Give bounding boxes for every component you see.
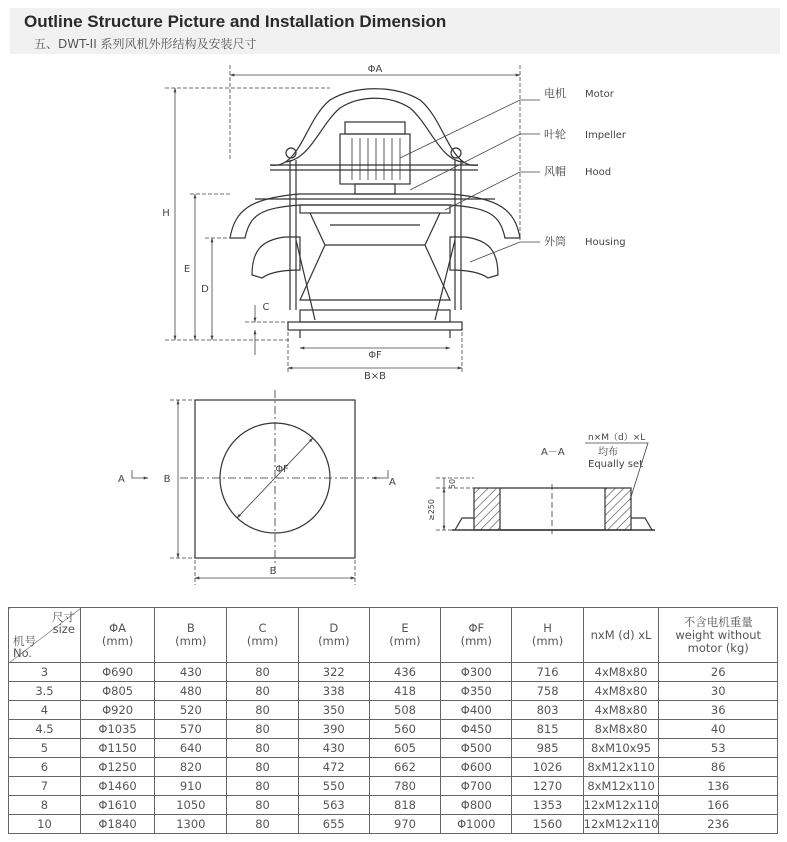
table-cell: 480 [155, 682, 227, 701]
table-row [9, 701, 778, 720]
table-cell: 550 [298, 777, 369, 796]
table-cell: 3 [9, 663, 81, 682]
table-cell: 4xM8x80 [583, 701, 659, 720]
dim-f-label: ΦF [368, 350, 382, 361]
table-cell: 820 [155, 758, 227, 777]
table-cell: 4.5 [9, 720, 81, 739]
page-title: Outline Structure Picture and Installation Dimension [24, 12, 447, 31]
dim-e-label: E [183, 264, 191, 275]
plan-view [180, 390, 380, 570]
table-cell: 40 [659, 720, 778, 739]
plan-dim-b-vertical: B [163, 474, 171, 485]
table-cell: 970 [369, 815, 440, 834]
table-cell: 80 [227, 739, 298, 758]
table-cell: Φ1610 [80, 796, 154, 815]
plan-dim-b-horizontal: B [269, 566, 277, 577]
header-a: ΦA (mm) [80, 608, 154, 663]
table-cell: 508 [369, 701, 440, 720]
dim-bxb-label: B×B [363, 371, 387, 382]
table-cell: 4xM8x80 [583, 663, 659, 682]
callout-hood-cn: 风帽 [544, 165, 566, 178]
table-row [9, 815, 778, 834]
table-cell: 86 [659, 758, 778, 777]
table-cell: 436 [369, 663, 440, 682]
bolt-spec-label: n×M（d）×L [588, 433, 646, 443]
table-row [9, 796, 778, 815]
section-dim-50: 50 [448, 478, 457, 490]
table-cell: 472 [298, 758, 369, 777]
curb-right [605, 488, 631, 530]
dim-a-label: ΦA [367, 64, 383, 75]
table-cell: Φ690 [80, 663, 154, 682]
table-cell: 80 [227, 701, 298, 720]
table-row [9, 758, 778, 777]
section-title: A－A [541, 447, 565, 458]
callout-motor-en: Motor [585, 89, 614, 100]
callout-housing-en: Housing [585, 237, 626, 248]
table-cell: 1026 [512, 758, 583, 777]
table-cell: 418 [369, 682, 440, 701]
table-cell: 655 [298, 815, 369, 834]
table-cell: Φ1460 [80, 777, 154, 796]
table-cell: 236 [659, 815, 778, 834]
curb-left [474, 488, 500, 530]
elevation-labels [162, 64, 627, 382]
motor-body [340, 134, 410, 184]
table-cell: 563 [298, 796, 369, 815]
table-cell: 1560 [512, 815, 583, 834]
header-d: D (mm) [298, 608, 369, 663]
callout-hood-en: Hood [585, 167, 612, 178]
table-cell: Φ1000 [441, 815, 512, 834]
table-cell: 10 [9, 815, 81, 834]
table-cell: 1300 [155, 815, 227, 834]
dim-d-label: D [201, 284, 209, 295]
plan-dimensions [132, 400, 388, 585]
table-cell: 1050 [155, 796, 227, 815]
table-cell: 430 [155, 663, 227, 682]
section-a-left-label: A [118, 474, 125, 485]
table-cell: 560 [369, 720, 440, 739]
dim-c-label: C [262, 302, 270, 313]
table-cell: Φ920 [80, 701, 154, 720]
table-cell: 80 [227, 815, 298, 834]
table-cell: 818 [369, 796, 440, 815]
table-cell: 322 [298, 663, 369, 682]
table-cell: 80 [227, 663, 298, 682]
table-cell: 815 [512, 720, 583, 739]
section-a-right-label: A [389, 477, 396, 488]
table-cell: Φ450 [441, 720, 512, 739]
housing-left [252, 237, 300, 278]
header-c: C (mm) [227, 608, 298, 663]
table-cell: Φ1035 [80, 720, 154, 739]
table-cell: 3.5 [9, 682, 81, 701]
table-cell: 30 [659, 682, 778, 701]
dimension-table [8, 607, 778, 834]
table-cell: Φ800 [441, 796, 512, 815]
table-cell: 780 [369, 777, 440, 796]
housing-right [450, 237, 498, 278]
table-cell: 4 [9, 701, 81, 720]
table-cell: 520 [155, 701, 227, 720]
callout-impeller-en: Impeller [585, 130, 627, 141]
table-cell: 6 [9, 758, 81, 777]
header-weight: 不含电机重量 weight without motor (kg) [659, 608, 778, 663]
table-row [9, 739, 778, 758]
table-cell: 430 [298, 739, 369, 758]
table-cell: 80 [227, 796, 298, 815]
header-bolts: nxM (d) xL [583, 608, 659, 663]
table-cell: 26 [659, 663, 778, 682]
housing-cone [300, 245, 450, 300]
table-cell: 570 [155, 720, 227, 739]
table-cell: 605 [369, 739, 440, 758]
impeller [310, 213, 440, 245]
table-cell: 350 [298, 701, 369, 720]
header-f: ΦF (mm) [441, 608, 512, 663]
table-cell: 338 [298, 682, 369, 701]
table-cell: 8 [9, 796, 81, 815]
plan-dim-f: ΦF [275, 464, 289, 475]
elevation-dimensions [165, 65, 540, 372]
table-cell: 8xM12x110 [583, 777, 659, 796]
bolt-en-label: Equally set [588, 459, 644, 470]
section-view [452, 484, 655, 534]
callout-housing-cn: 外筒 [544, 235, 566, 248]
table-cell: Φ400 [441, 701, 512, 720]
table-cell: 662 [369, 758, 440, 777]
table-row [9, 682, 778, 701]
motor-cap [345, 122, 405, 134]
table-cell: Φ1840 [80, 815, 154, 834]
table-cell: Φ300 [441, 663, 512, 682]
table-cell: Φ700 [441, 777, 512, 796]
header-h: H (mm) [512, 608, 583, 663]
dim-h-label: H [162, 208, 170, 219]
table-cell: 7 [9, 777, 81, 796]
table-cell: 136 [659, 777, 778, 796]
table-cell: 36 [659, 701, 778, 720]
table-header-row [9, 608, 778, 663]
callout-motor-cn: 电机 [544, 87, 566, 100]
header-e: E (mm) [369, 608, 440, 663]
table-cell: 80 [227, 720, 298, 739]
table-cell: 803 [512, 701, 583, 720]
table-cell: 4xM8x80 [583, 682, 659, 701]
hood [230, 194, 520, 238]
table-cell: 1270 [512, 777, 583, 796]
table-cell: 8xM10x95 [583, 739, 659, 758]
table-cell: 80 [227, 777, 298, 796]
table-cell: 8xM12x110 [583, 758, 659, 777]
impeller-plate [300, 205, 450, 213]
table-cell: 53 [659, 739, 778, 758]
table-cell: 910 [155, 777, 227, 796]
table-cell: Φ805 [80, 682, 154, 701]
elevation-view [230, 89, 520, 338]
table-row [9, 777, 778, 796]
table-cell: Φ350 [441, 682, 512, 701]
bolt-cn-label: 均布 [598, 447, 618, 458]
table-cell: Φ500 [441, 739, 512, 758]
table-cell: 80 [227, 758, 298, 777]
plan-labels [118, 464, 396, 577]
table-cell: 12xM12x110 [583, 796, 659, 815]
table-cell: 1353 [512, 796, 583, 815]
page-subtitle: 五、DWT-II 系列风机外形结构及安装尺寸 [34, 37, 257, 51]
table-row [9, 663, 778, 682]
table-cell: 716 [512, 663, 583, 682]
table-cell: Φ1150 [80, 739, 154, 758]
header-b: B (mm) [155, 608, 227, 663]
table-cell: 80 [227, 682, 298, 701]
section-dim-250: ≥250 [427, 499, 436, 521]
table-cell: 640 [155, 739, 227, 758]
table-cell: 166 [659, 796, 778, 815]
table-cell: 758 [512, 682, 583, 701]
base-flange [288, 322, 462, 330]
table-cell: 8xM8x80 [583, 720, 659, 739]
table-corner-cell: 尺寸 size 机号 No. [9, 608, 81, 663]
callout-impeller-cn: 叶轮 [544, 128, 566, 141]
table-cell: Φ1250 [80, 758, 154, 777]
table-cell: 985 [512, 739, 583, 758]
table-cell: 12xM12x110 [583, 815, 659, 834]
table-row [9, 720, 778, 739]
table-cell: 5 [9, 739, 81, 758]
table-cell: Φ600 [441, 758, 512, 777]
table-cell: 390 [298, 720, 369, 739]
